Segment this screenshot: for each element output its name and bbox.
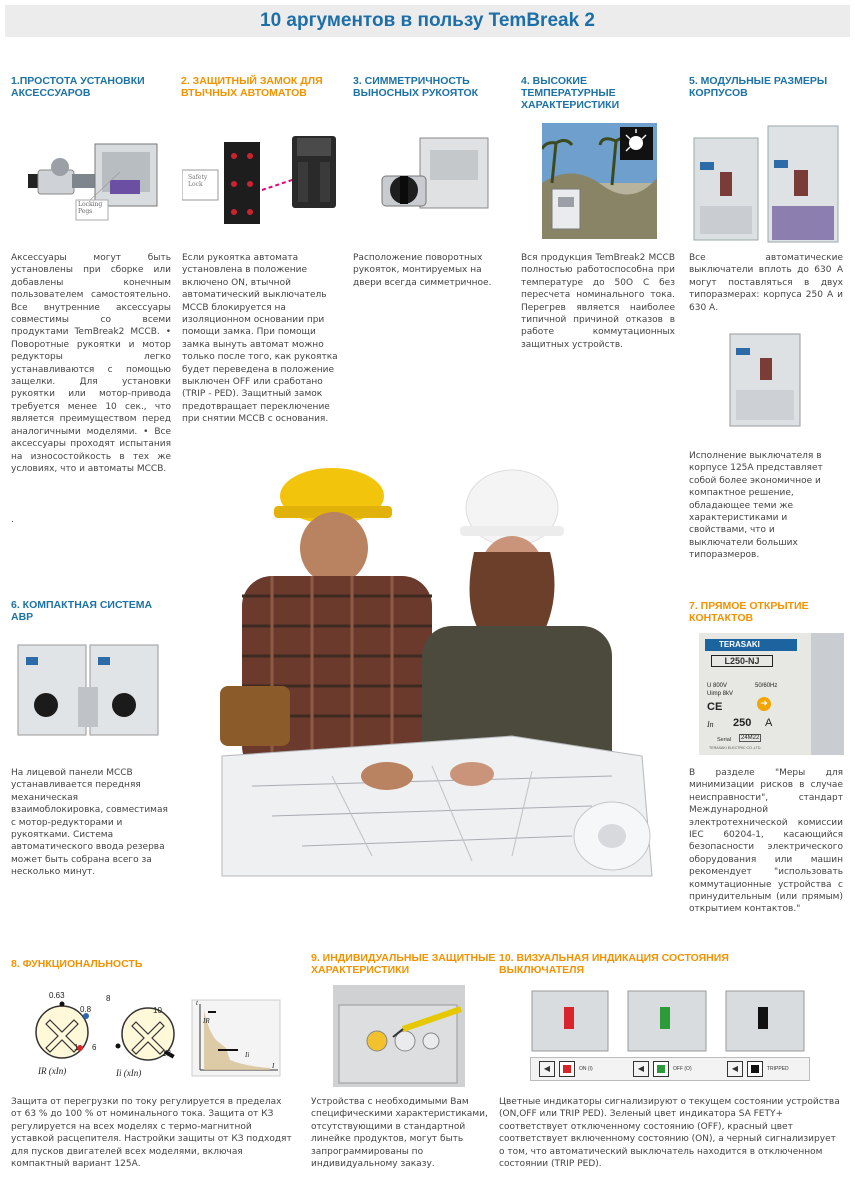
section-9-body: Устройства с необходимыми Вам специфическими характеристиками, отсутствующими в стандартной линейке продуктов, могут быть запрограммированы по индивидуальному заказу.: [311, 1097, 488, 1170]
label-unit: A: [765, 717, 773, 729]
section-6-title: 6. КОМПАКТНАЯ СИСТЕМА АВР: [11, 599, 153, 623]
dial2-right: 10: [153, 1006, 162, 1015]
ce-mark-icon: CE: [707, 701, 723, 713]
label-u: U 800V: [707, 683, 728, 689]
section-4-body: Вся продукция TemBreak2 МССВ полностью работоспособна при температуре до 50О С без пересчета номинального тока. Перегрев является наиболее типичной причиной отказов в работе коммутационных защитных устройств.: [521, 253, 675, 350]
dial1-top: 0.63: [49, 991, 65, 1000]
engineers-photo: [212, 456, 662, 884]
section-8-title: 8. ФУНКЦИОНАЛЬНОСТЬ: [11, 958, 143, 970]
section-3-image: [372, 128, 492, 225]
section-5-body-2: Исполнение выключателя в корпусе 125А представляет собой более экономичное и компактное решение, обладающее теми же характеристиками и свойствами, что и выключатели больших типоразмеров.: [689, 451, 823, 561]
section-10-title: 10. ВИЗУАЛЬНАЯ ИНДИКАЦИЯ СОСТОЯНИЯ ВЫКЛЮЧАТЕЛЯ: [499, 952, 729, 976]
terasaki-brand-bar: [705, 639, 797, 651]
label-in: In: [707, 720, 714, 729]
page-title: 10 аргументов в пользу TemBreak 2: [260, 10, 595, 31]
status-on: [539, 1061, 593, 1077]
section-2-body: Если рукоятка автомата установлена в положение включено ON, втычной автоматический выключатель МССВ блокируется на изоляционном основании при помощи замка. При помощи замка вынуть автомат можно только после того, как рукоятка будет переведена в положение выключен OFF или сработано (TRIP - PED). Защитный замок предотвращает переключение при снятии МССВ с основания.: [182, 253, 338, 425]
curve-ii-label: Ii: [245, 1051, 250, 1059]
section-1-body: Аксессуары могут быть установлены при сборке или добавлены конечным пользователем самостоятельно. Все внутренние аксессуары совместимы со всеми продуктами TemBreak2 MCCB. • Поворотные рукоятки и мотор редукторы легко устанавливаются с помощью защелки. Для установки рукоятки или мотор-привода требуется менее 10 сек., что является преимуществом перед аналогичными моделями. • Все аксессуары проходят испытания на износостойкость в тех же условиях, что и автоматы МССВ.: [11, 253, 171, 474]
status-off-label: OFF (O): [673, 1066, 692, 1072]
section-7-image: [699, 633, 844, 755]
section-7-title: 7. ПРЯМОЕ ОТКРЫТИЕ КОНТАКТОВ: [689, 600, 809, 624]
tripped-indicator-icon: [747, 1061, 763, 1077]
section-10-image: [530, 989, 808, 1053]
section-2-title: 2. ЗАЩИТНЫЙ ЗАМОК ДЛЯ ВТЫЧНЫХ АВТОМАТОВ: [181, 75, 323, 99]
curve-i-label: I: [272, 1062, 275, 1070]
dial1-label: IR (xIn): [38, 1066, 67, 1076]
arrow-icon: ◀: [539, 1061, 555, 1077]
terasaki-brand: TERASAKI: [719, 640, 760, 649]
arrow-circle-icon: ➜: [757, 697, 771, 711]
label-serial-no: 24M22: [741, 735, 760, 741]
arrow-icon: ◀: [727, 1061, 743, 1077]
label-serial: Serial: [717, 737, 732, 743]
section-10-body: Цветные индикаторы сигнализируют о текущем состоянии устройства (ON,OFF или TRIP PED). Зеленый цвет индикатора SA FETY+ соответствует отключенному состоянию (OFF), красный цвет соответствует включенному состоянию (ON), а черный сигнализирует о том, что автоматический выключатель находится в отключенном состоянии (TRIP PED).: [499, 1097, 840, 1170]
dial2-left: 6: [92, 1043, 97, 1052]
curve-ir-label: IR: [203, 1017, 210, 1025]
model-label: L250-NJ: [711, 655, 773, 667]
label-uimp: Uimp 8kV: [707, 691, 734, 697]
section-4-title: 4. ВЫСОКИЕ ТЕМПЕРАТУРНЫЕ ХАРАКТЕРИСТИКИ: [521, 75, 620, 111]
status-tripped: [727, 1061, 789, 1077]
dial1-bottom: 1: [74, 1043, 79, 1052]
section-7-body: В разделе "Меры для минимизации рисков в случае неисправности", стандарт Международной электротехнической комиссии IEC 60204-1, касающийся безопасности электрического оборудования или машин рекомендует "использовать коммутационные устройства с принудительным (или прямым) открытием контактов.": [689, 768, 843, 915]
label-in-value: 250: [733, 717, 752, 729]
arrow-icon: ◀: [633, 1061, 649, 1077]
locking-pegs-label: Locking Pegs: [78, 201, 103, 215]
dial2-top: 8: [106, 994, 111, 1003]
label-maker: TERASAKI ELECTRIC CO.,LTD.: [709, 746, 762, 750]
section-5-image: [690, 124, 842, 244]
status-on-label: ON (I): [579, 1066, 593, 1072]
section-5-title: 5. МОДУЛЬНЫЕ РАЗМЕРЫ КОРПУСОВ: [689, 75, 828, 99]
status-legend: [530, 1057, 810, 1081]
breaker-body: [811, 633, 844, 755]
section-5-image-125a: [724, 330, 806, 430]
section-5-body: Все автоматические выключатели вплоть до 630 А могут поставляться в двух типоразмерах: корпуса 250 А и 630 А.: [689, 253, 843, 313]
section-9-image: [333, 985, 465, 1087]
status-off: [633, 1061, 692, 1077]
section-6-body: На лицевой панели МССВ устанавливается передняя механическая взаимоблокировка, совместимая с мотор-редукторами и рукоятками. Система автоматического ввода резерва может быть собрана всего за несколько минут.: [11, 768, 168, 878]
curve-t-label: t: [196, 999, 198, 1007]
title-bar: [5, 5, 850, 37]
safety-lock-label: Safety Lock: [188, 174, 208, 188]
off-indicator-icon: [653, 1061, 669, 1077]
on-indicator-icon: [559, 1061, 575, 1077]
section-3-title: 3. СИММЕТРИЧНОСТЬ ВЫНОСНЫХ РУКОЯТОК: [353, 75, 479, 99]
section-1-trailing: .: [11, 515, 14, 525]
section-3-body: Расположение поворотных рукояток, монтируемых на двери всегда симметричное.: [353, 253, 492, 288]
dial1-right: 0.8: [80, 1005, 92, 1014]
section-1-title: 1.ПРОСТОТА УСТАНОВКИ АКСЕССУАРОВ: [11, 75, 145, 99]
section-6-image: [12, 627, 162, 753]
section-4-image: [542, 123, 657, 239]
dial2-bottom: 13: [162, 1049, 171, 1058]
label-freq: 50/60Hz: [755, 683, 778, 689]
dial2-label: Ii (xIn): [116, 1068, 142, 1078]
status-tripped-label: TRIPPED: [767, 1066, 789, 1072]
section-8-body: Защита от перегрузки по току регулируется в пределах от 63 % до 100 % от номинального тока. Защита от КЗ регулируется на всех моделях с термо-магнитной уставкой расцепителя. Настройки защиты от КЗ подходят для пусков двигателей всех моделями, включая компактный вариант 125А.: [11, 1097, 292, 1170]
section-9-title: 9. ИНДИВИДУАЛЬНЫЕ ЗАЩИТНЫЕ ХАРАКТЕРИСТИКИ: [311, 952, 496, 976]
